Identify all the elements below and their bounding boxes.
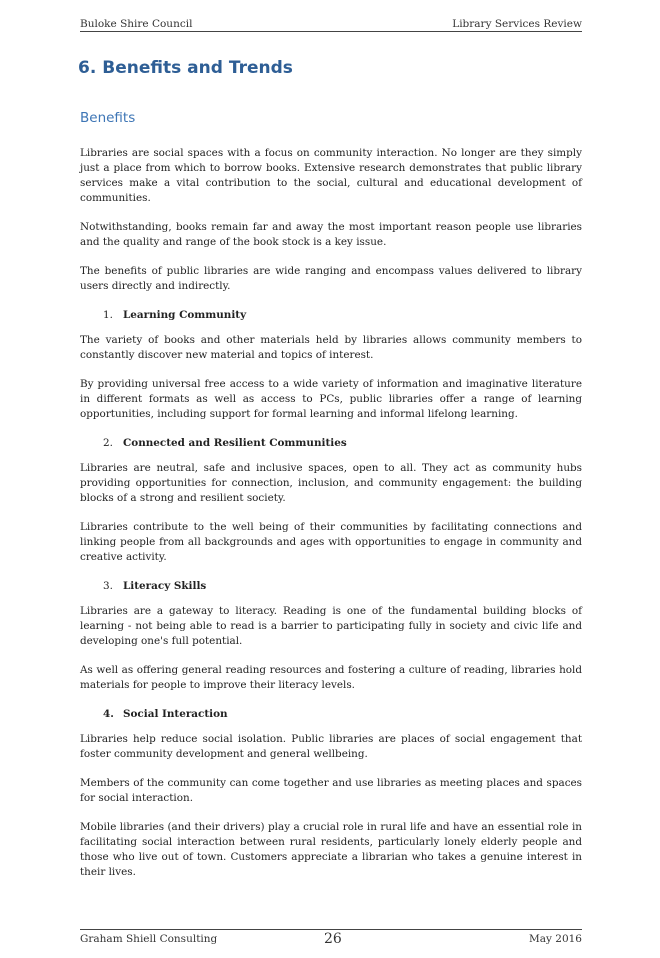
list-item-number: 3. [103, 580, 113, 592]
running-footer [80, 929, 582, 945]
list-item-number: 2. [103, 437, 113, 449]
list-item-number: 4. [103, 708, 114, 720]
section-heading [78, 58, 293, 78]
list-item-paragraph: The variety of books and other materials held by libraries allows community members to constantly discover new material and topics of interest. [80, 334, 582, 361]
list-item-paragraph: Libraries contribute to the well being of their communities by facilitating connections and linking people from all backgrounds and ages with opportunities to engage in community and creative activity. [80, 521, 582, 563]
section-number: 6. [78, 58, 97, 78]
running-header [80, 13, 582, 32]
section-title: Benefits and Trends [102, 58, 293, 78]
list-item-paragraph: Libraries are a gateway to literacy. Reading is one of the fundamental building blocks of learning - not being able to read is a barrier to participating fully in society and civic life and developing one's full potential. [80, 605, 582, 647]
page-number: 26 [324, 931, 342, 947]
intro-paragraph: Notwithstanding, books remain far and away the most important reason people use libraries and the quality and range of the book stock is a key issue. [80, 221, 582, 248]
intro-paragraph: The benefits of public libraries are wide ranging and encompass values delivered to library users directly and indirectly. [80, 265, 582, 292]
list-item-paragraph: By providing universal free access to a wide variety of information and imaginative literature in different formats as well as access to PCs, public libraries offer a range of learning opportunities, including support for formal learning and informal lifelong learning. [80, 378, 582, 420]
body-text [80, 146, 582, 894]
list-item-paragraph: Libraries are neutral, safe and inclusive spaces, open to all. They act as community hubs providing opportunities for connection, inclusion, and community engagement: the building blocks of a strong and resilient society. [80, 462, 582, 504]
list-item-paragraph: Members of the community can come together and use libraries as meeting places and spaces for social interaction. [80, 777, 582, 804]
footer-author: Graham Shiell Consulting [80, 933, 218, 945]
list-item-paragraph: Mobile libraries (and their drivers) play a crucial role in rural life and have an essential role in facilitating social interaction between rural residents, particularly lonely elderly people and those who live out of town. Customers appreciate a librarian who takes a genuine interest in their lives. [80, 821, 582, 878]
list-item [80, 436, 582, 565]
list-item-number: 1. [103, 309, 113, 321]
footer-date: May 2016 [528, 933, 582, 945]
list-item [80, 707, 582, 880]
list-item [80, 308, 582, 422]
intro-paragraph: Libraries are social spaces with a focus on community interaction. No longer are they simply just a place from which to borrow books. Extensive research demonstrates that public library services make a vital contribution to the social, cultural and educational development of communities. [80, 147, 582, 204]
header-document-title: Library Services Review [452, 18, 582, 30]
list-item-title: Social Interaction [123, 708, 228, 720]
list-item-title: Learning Community [123, 309, 247, 321]
list-item-paragraph: Libraries help reduce social isolation. Public libraries are places of social engagement that foster community development and general wellbeing. [80, 733, 582, 760]
list-item-title: Literacy Skills [123, 580, 207, 592]
header-organization: Buloke Shire Council [80, 18, 193, 30]
subsection-heading: Benefits [80, 110, 136, 126]
list-item [80, 579, 582, 693]
benefits-list [80, 308, 582, 880]
list-item-paragraph: As well as offering general reading resources and fostering a culture of reading, libraries hold materials for people to improve their literacy levels. [80, 664, 582, 691]
list-item-title: Connected and Resilient Communities [123, 437, 347, 449]
